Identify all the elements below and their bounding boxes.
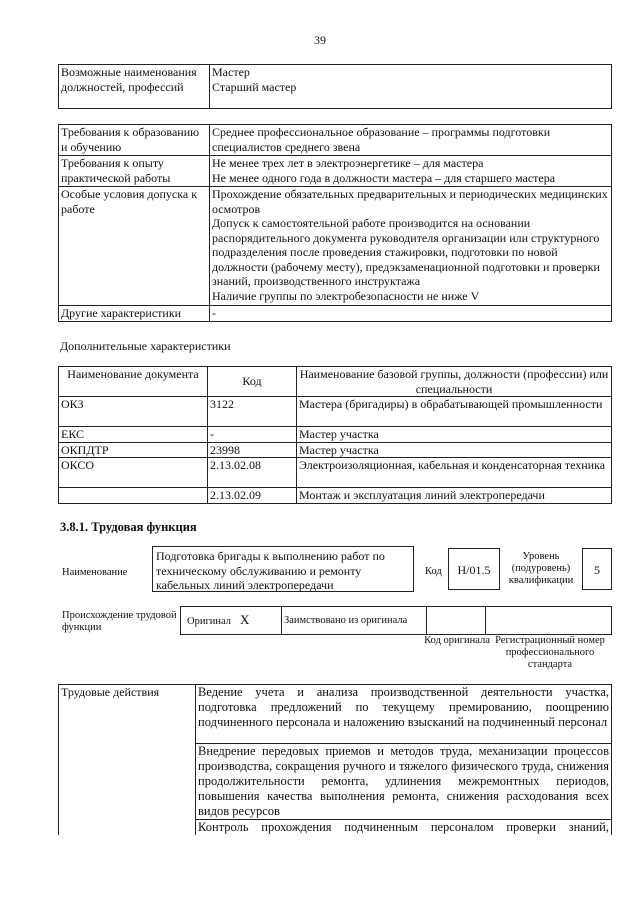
table-row bbox=[59, 156, 612, 187]
column-header: Наименование документа bbox=[59, 367, 208, 397]
table-cell: - bbox=[208, 427, 297, 443]
table-row bbox=[59, 125, 612, 156]
action-item: Контроль прохождения подчиненным персоналом проверки знаний, bbox=[196, 820, 612, 836]
table-cell: Мастера (бригадиры) в обрабатывающей промышленности bbox=[297, 397, 612, 427]
additional-table bbox=[58, 366, 612, 504]
actions-label: Трудовые действия bbox=[59, 685, 196, 836]
table-cell bbox=[59, 488, 208, 504]
function-heading: 3.8.1. Трудовая функция bbox=[60, 520, 197, 534]
level-value: 5 bbox=[594, 563, 600, 577]
positions-table bbox=[58, 64, 612, 109]
table-cell: 23998 bbox=[208, 442, 297, 458]
level-label: Уровень (подуровень) квалификации bbox=[508, 551, 574, 586]
additional-title: Дополнительные характеристики bbox=[60, 339, 231, 353]
reg-number-cell bbox=[486, 607, 612, 635]
origin-table bbox=[180, 606, 612, 635]
function-name-box bbox=[152, 546, 414, 592]
original-mark: X bbox=[240, 612, 250, 627]
origin-label: Происхождение трудовой функции bbox=[62, 610, 177, 633]
table-cell: ОКСО bbox=[59, 458, 208, 488]
table-cell: Мастер участка bbox=[297, 427, 612, 443]
code-original-cell bbox=[427, 607, 486, 635]
code-label: Код bbox=[425, 566, 442, 577]
name-label: Наименование bbox=[62, 567, 128, 578]
action-item: Ведение учета и анализа производственной деятельности участка, подготовка предложений по текущему премированию, поощрению подчиненного персонала и наложению взысканий на подчиненный персонал bbox=[196, 685, 612, 744]
page-number: 39 bbox=[314, 33, 326, 47]
table-cell: ЕКС bbox=[59, 427, 208, 443]
action-item: Внедрение передовых приемов и методов труда, механизации процессов производства, сокращения ручного и тяжелого физического труда, снижения продолжительности ремонта, удлинения межремонтных периодов, повышения качества выполнения ремонта, снижения расходования всех видов ресурсов bbox=[196, 744, 612, 820]
table-row bbox=[59, 397, 612, 427]
function-code: Н/01.5 bbox=[457, 563, 491, 577]
actions-table bbox=[58, 684, 612, 835]
table-cell: Электроизоляционная, кабельная и конденсаторная техника bbox=[297, 458, 612, 488]
requirement-line: Наличие группы по электробезопасности не ниже V bbox=[212, 288, 480, 303]
requirement-value bbox=[210, 156, 612, 187]
table-cell: 2.13.02.08 bbox=[208, 458, 297, 488]
positions-values bbox=[210, 65, 612, 109]
requirements-table bbox=[58, 124, 612, 322]
positions-label: Возможные наименования должностей, профессий bbox=[59, 65, 210, 109]
requirement-label: Требования к образованию и обучению bbox=[59, 125, 210, 156]
requirement-line: Прохождение обязательных предварительных и периодических медицинских осмотров bbox=[212, 187, 608, 216]
requirement-value: - bbox=[210, 306, 612, 322]
table-cell: ОКПДТР bbox=[59, 442, 208, 458]
table-row bbox=[59, 488, 612, 504]
table-cell: 2.13.02.09 bbox=[208, 488, 297, 504]
column-header: Наименование базовой группы, должности (профессии) или специальности bbox=[297, 367, 612, 397]
table-row bbox=[59, 187, 612, 306]
code-original-label: Код оригинала bbox=[424, 635, 490, 646]
requirement-label: Другие характеристики bbox=[59, 306, 210, 322]
requirement-label: Особые условия допуска к работе bbox=[59, 187, 210, 306]
reg-number-label: Регистрационный номер профессионального стандарта bbox=[495, 635, 605, 670]
function-name: Подготовка бригады к выполнению работ по техническому обслуживанию и ремонту кабельных линий электропередачи bbox=[156, 549, 385, 592]
requirement-line: Не менее трех лет в электроэнергетике – для мастера bbox=[212, 156, 484, 170]
table-cell: ОКЗ bbox=[59, 397, 208, 427]
table-row bbox=[181, 607, 612, 635]
original-label: Оригинал bbox=[187, 616, 231, 627]
table-row bbox=[59, 427, 612, 443]
table-cell: 3122 bbox=[208, 397, 297, 427]
original-cell bbox=[181, 607, 282, 635]
table-row bbox=[59, 458, 612, 488]
table-row bbox=[59, 306, 612, 322]
table-row bbox=[59, 367, 612, 397]
position-item: Мастер bbox=[212, 65, 250, 79]
requirement-label: Требования к опыту практической работы bbox=[59, 156, 210, 187]
requirement-line: Допуск к самостоятельной работе производится на основании распорядительного документа руководителя организации или структурного подразделения после проведения стажировки, подготовки по новой должности (рабочему месту), предэкзаменационной подготовки и проверки знаний, производственного инструктажа bbox=[212, 216, 600, 288]
table-cell: Монтаж и эксплуатация линий электропередачи bbox=[297, 488, 612, 504]
table-cell: Мастер участка bbox=[297, 442, 612, 458]
requirement-value bbox=[210, 187, 612, 306]
table-row bbox=[59, 65, 612, 109]
requirement-value: Среднее профессиональное образование – программы подготовки специалистов среднего звена bbox=[210, 125, 612, 156]
borrowed-cell: Заимствовано из оригинала bbox=[282, 607, 427, 635]
position-item: Старший мастер bbox=[212, 79, 297, 94]
table-row bbox=[59, 685, 612, 744]
requirement-line: Не менее одного года в должности мастера – для старшего мастера bbox=[212, 170, 556, 185]
level-box bbox=[582, 548, 612, 590]
function-code-box bbox=[448, 548, 500, 590]
column-header: Код bbox=[208, 367, 297, 397]
table-row bbox=[59, 442, 612, 458]
